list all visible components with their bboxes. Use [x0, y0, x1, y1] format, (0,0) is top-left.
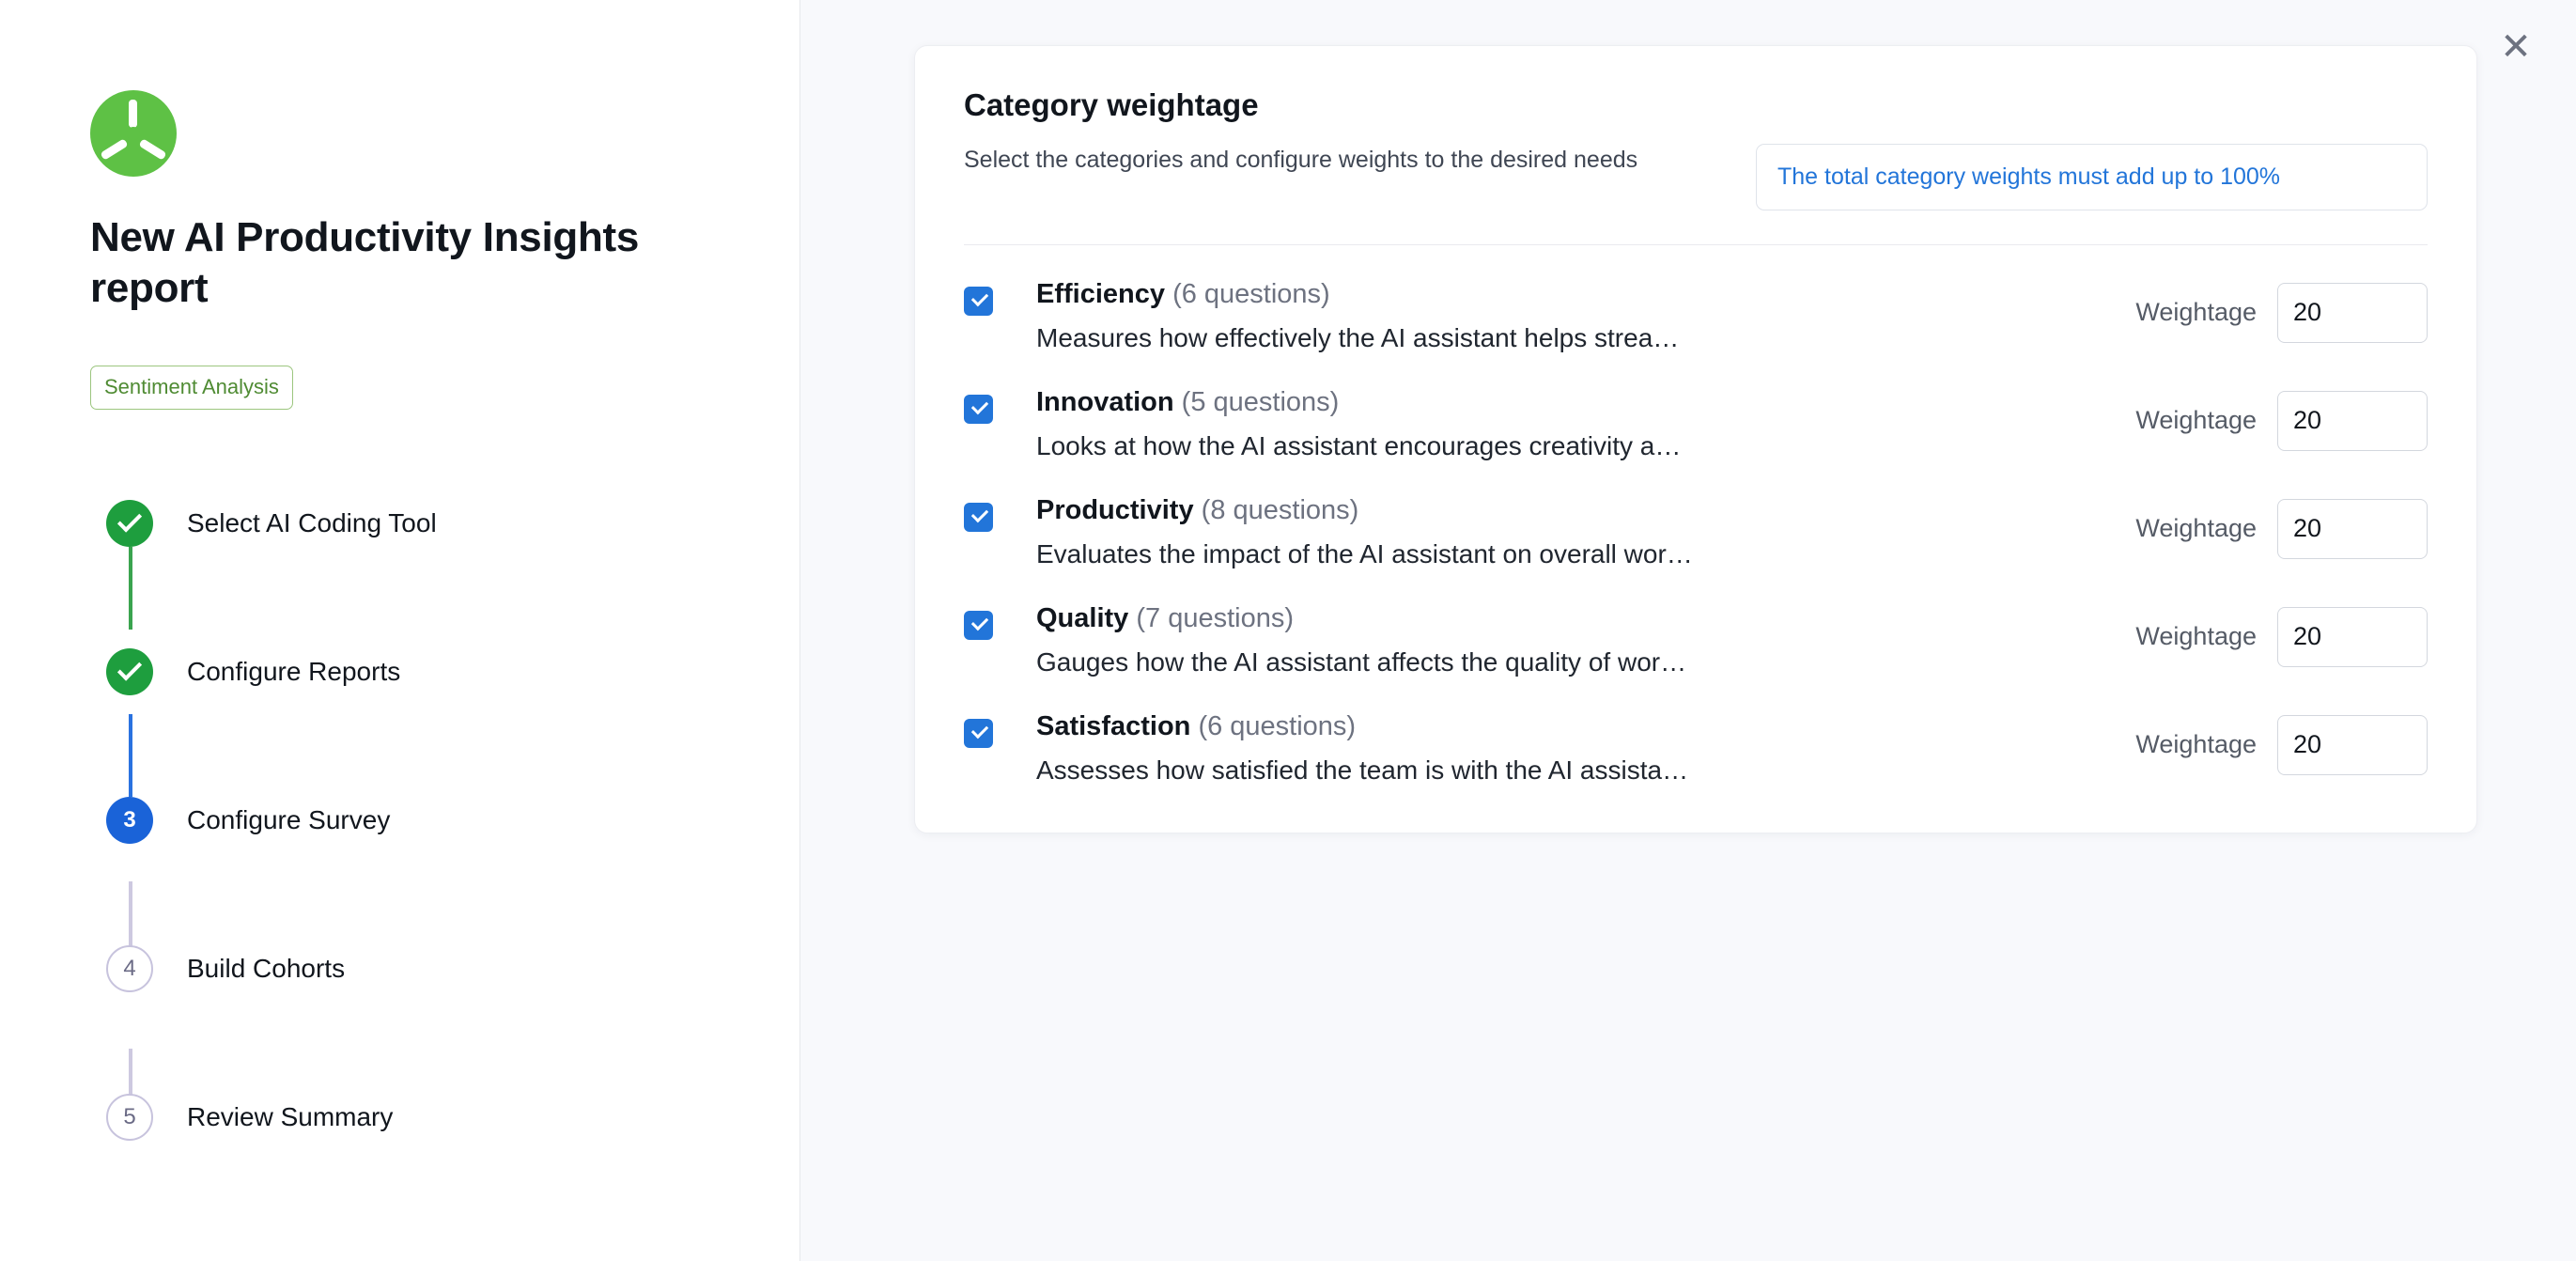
step-label: Select AI Coding Tool [187, 507, 437, 537]
category-checkbox-innovation[interactable] [964, 395, 993, 424]
sidebar-item-configure-survey[interactable] [90, 778, 799, 863]
category-description: Gauges how the AI assistant affects the quality of wor… [1036, 646, 1687, 677]
list-item [964, 683, 2428, 791]
category-name: Satisfaction [1036, 710, 1191, 741]
weightage-input-productivity[interactable] [2277, 499, 2428, 559]
step-marker-check-icon [106, 500, 153, 547]
category-name: Productivity [1036, 494, 1194, 525]
category-text [1036, 495, 2113, 569]
weightage-group [2135, 607, 2428, 667]
card-title: Category weightage [964, 87, 1259, 122]
weightage-group [2135, 283, 2428, 343]
category-title [1036, 279, 2113, 310]
stepper [90, 481, 799, 1160]
category-title [1036, 711, 2113, 742]
step-label: Configure Reports [187, 656, 401, 686]
category-title [1036, 603, 2113, 634]
status-badge: Sentiment Analysis [90, 366, 293, 410]
weightage-group [2135, 499, 2428, 559]
weightage-input-efficiency[interactable] [2277, 283, 2428, 343]
main-content [800, 0, 2576, 1261]
category-title [1036, 495, 2113, 526]
divider [964, 244, 2428, 245]
step-marker-number: 5 [106, 1094, 153, 1141]
category-text [1036, 603, 2113, 677]
category-name: Innovation [1036, 386, 1174, 417]
category-question-count: (6 questions) [1198, 710, 1357, 741]
list-item [964, 575, 2428, 683]
category-checkbox-quality[interactable] [964, 611, 993, 640]
category-list [964, 251, 2428, 791]
weightage-label: Weightage [2135, 406, 2257, 434]
weightage-label: Weightage [2135, 730, 2257, 758]
weightage-label: Weightage [2135, 298, 2257, 326]
category-question-count: (8 questions) [1201, 494, 1359, 525]
weightage-input-satisfaction[interactable] [2277, 715, 2428, 775]
step-marker-number: 3 [106, 797, 153, 844]
category-weightage-card [914, 45, 2477, 833]
weightage-group [2135, 391, 2428, 451]
step-connector-2 [129, 714, 132, 797]
category-name: Efficiency [1036, 278, 1165, 309]
category-name: Quality [1036, 602, 1129, 633]
step-label: Build Cohorts [187, 953, 346, 983]
card-subtitle: Select the categories and configure weights to the desired needs [964, 147, 1638, 173]
weightage-label: Weightage [2135, 622, 2257, 650]
list-item [964, 251, 2428, 359]
category-checkbox-productivity[interactable] [964, 503, 993, 532]
list-item [964, 359, 2428, 467]
category-description: Evaluates the impact of the AI assistant on overall wor… [1036, 538, 1693, 568]
category-text [1036, 279, 2113, 353]
sidebar-item-configure-reports[interactable] [90, 630, 799, 714]
category-description: Looks at how the AI assistant encourages creativity a… [1036, 430, 1682, 460]
category-description: Assesses how satisfied the team is with the AI assista… [1036, 755, 1689, 785]
sidebar-item-build-cohorts[interactable] [90, 926, 799, 1011]
step-connector-1 [129, 547, 132, 630]
category-text [1036, 711, 2113, 786]
category-text [1036, 387, 2113, 461]
sidebar-item-select-ai-coding-tool[interactable] [90, 481, 799, 566]
category-title [1036, 387, 2113, 418]
propeller-logo-icon [90, 90, 177, 177]
step-marker-number: 4 [106, 945, 153, 992]
category-checkbox-satisfaction[interactable] [964, 719, 993, 748]
step-label: Review Summary [187, 1101, 394, 1131]
weightage-label: Weightage [2135, 514, 2257, 542]
weightage-input-quality[interactable] [2277, 607, 2428, 667]
category-checkbox-efficiency[interactable] [964, 287, 993, 316]
category-question-count: (7 questions) [1136, 602, 1295, 633]
weightage-group [2135, 715, 2428, 775]
sidebar [0, 0, 800, 1261]
step-marker-check-icon [106, 648, 153, 695]
step-label: Configure Survey [187, 804, 391, 834]
weightage-input-innovation[interactable] [2277, 391, 2428, 451]
sidebar-item-review-summary[interactable] [90, 1075, 799, 1160]
card-header [964, 144, 2428, 210]
category-question-count: (5 questions) [1181, 386, 1340, 417]
total-weight-notice: The total category weights must add up to 100% [1756, 144, 2428, 210]
category-description: Measures how effectively the AI assistant helps strea… [1036, 322, 1680, 352]
close-icon[interactable]: ✕ [2500, 25, 2532, 69]
category-question-count: (6 questions) [1172, 278, 1330, 309]
page-title: New AI Productivity Insights report [90, 214, 640, 311]
list-item [964, 467, 2428, 575]
